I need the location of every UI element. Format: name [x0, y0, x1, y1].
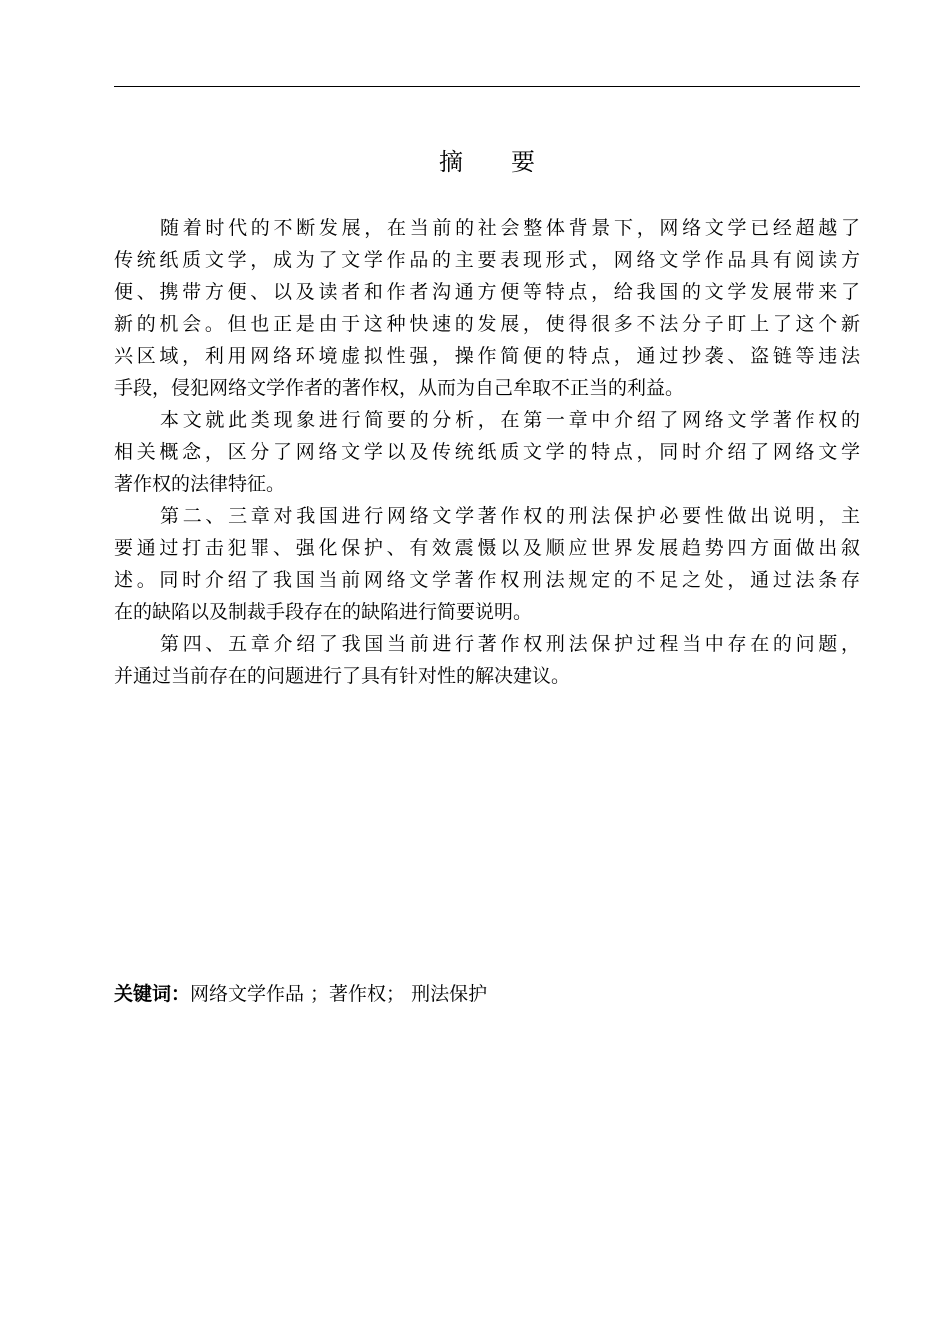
paragraph-2-line-3: 著作权的法律特征。: [114, 473, 286, 495]
paragraph-4-line-1: 第四、五章介绍了我国当前进行著作权刑法保护过程当中存在的问题，: [160, 633, 860, 655]
paragraph-1-line-2: 传统纸质文学，成为了文学作品的主要表现形式，网络文学作品具有阅读方: [114, 249, 860, 271]
paragraph-3-line-2: 要通过打击犯罪、强化保护、有效震慑以及顺应世界发展趋势四方面做出叙: [114, 537, 860, 559]
paragraph-1-line-5: 兴区域，利用网络环境虚拟性强，操作简便的特点，通过抄袭、盗链等违法: [114, 345, 860, 367]
paragraph-4-line-2: 并通过当前存在的问题进行了具有针对性的解决建议。: [114, 665, 571, 687]
paragraph-1-line-6: 手段，侵犯网络文学作者的著作权，从而为自己牟取不正当的利益。: [114, 377, 685, 399]
paragraph-2-line-2: 相关概念，区分了网络文学以及传统纸质文学的特点，同时介绍了网络文学: [114, 441, 860, 463]
paragraph-3-line-1: 第二、三章对我国进行网络文学著作权的刑法保护必要性做出说明，主: [160, 505, 860, 527]
paragraph-1-line-3: 便、携带方便、以及读者和作者沟通方便等特点，给我国的文学发展带来了: [114, 281, 860, 303]
abstract-title: [114, 146, 860, 178]
keywords-text: 网络文学作品 ；著作权； 刑法保护: [190, 983, 488, 1005]
abstract-body: [114, 212, 860, 692]
paragraph-2-line-1: 本文就此类现象进行简要的分析，在第一章中介绍了网络文学著作权的: [160, 409, 860, 431]
keywords-line: [114, 978, 487, 1010]
paragraph-3-line-4: 在的缺陷以及制裁手段存在的缺陷进行简要说明。: [114, 601, 533, 623]
title-char-1: 摘: [439, 148, 463, 176]
paragraph-1-line-4: 新的机会。但也正是由于这种快速的发展，使得很多不法分子盯上了这个新: [114, 313, 860, 335]
paragraph-1-line-1: 随着时代的不断发展，在当前的社会整体背景下，网络文学已经超越了: [160, 217, 860, 239]
title-char-2: 要: [511, 148, 535, 176]
paragraph-3-line-3: 述。同时介绍了我国当前网络文学著作权刑法规定的不足之处，通过法条存: [114, 569, 860, 591]
keywords-label: 关键词：: [114, 983, 191, 1005]
header-rule: [114, 86, 860, 87]
